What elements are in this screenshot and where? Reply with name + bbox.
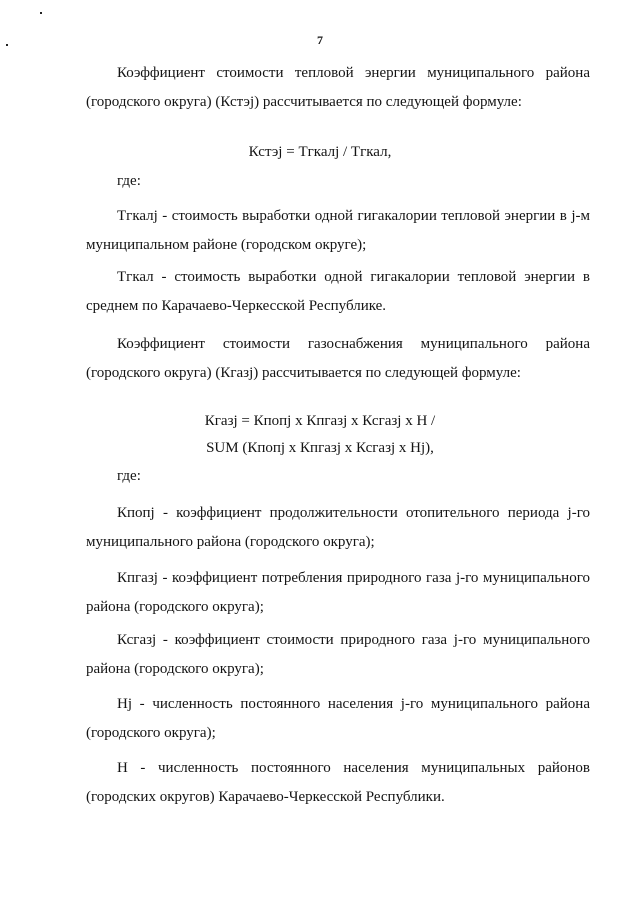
line: (городского округа) (Кстэj) рассчитывается по следующей формуле: [86, 94, 522, 110]
where-label: где: [117, 173, 141, 189]
line: муниципальном районе (городском округе); [86, 237, 367, 253]
paragraph-tgkalj [86, 202, 590, 260]
formula-heat: Кстэj = Тгкалj / Тгкал, [248, 144, 392, 160]
line: Коэффициент стоимости газоснабжения муниципального района [117, 336, 590, 352]
line: Кпгазj - коэффициент потребления природного газа j-го муниципального [117, 570, 590, 586]
page-number: 7 [317, 33, 323, 47]
line: H - численность постоянного населения муниципальных районов [117, 760, 590, 776]
line: района (городского округа); [86, 599, 264, 615]
paragraph-heat-coefficient-intro [86, 59, 590, 117]
paragraph-gas-coefficient-intro [86, 330, 590, 388]
line: Тгкалj - стоимость выработки одной гигакалории тепловой энергии в j-м [117, 208, 590, 224]
line: Коэффициент стоимости тепловой энергии муниципального района [117, 65, 590, 81]
paragraph-h [86, 754, 590, 812]
paragraph-kpopj [86, 499, 590, 557]
line: Ксгазj - коэффициент стоимости природного газа j-го муниципального [117, 632, 590, 648]
line: (городского округа); [86, 725, 216, 741]
where-label: где: [117, 468, 141, 484]
paragraph-hj [86, 690, 590, 748]
line: Hj - численность постоянного населения j-го муниципального района [117, 696, 590, 712]
formula-gas-line-1: Кгазj = Кпопj x Кпгазj x Ксгазj x H / [204, 413, 436, 429]
paragraph-tgkal [86, 263, 590, 321]
line: района (городского округа); [86, 661, 264, 677]
line: Кпопj - коэффициент продолжительности отопительного периода j-го [117, 505, 590, 521]
paragraph-kpgazj [86, 564, 590, 622]
scan-speck [40, 12, 42, 14]
line: Тгкал - стоимость выработки одной гигакалории тепловой энергии в [117, 269, 590, 285]
line: муниципального района (городского округа); [86, 534, 375, 550]
paragraph-ksgazj [86, 626, 590, 684]
line: (городского округа) (Кгазj) рассчитывается по следующей формуле: [86, 365, 521, 381]
line: (городских округов) Карачаево-Черкесской Республики. [86, 789, 445, 805]
formula-gas-line-2: SUM (Кпопj x Кпгазj x Ксгазj x Hj), [206, 440, 434, 456]
line: среднем по Карачаево-Черкесской Республике. [86, 298, 387, 314]
